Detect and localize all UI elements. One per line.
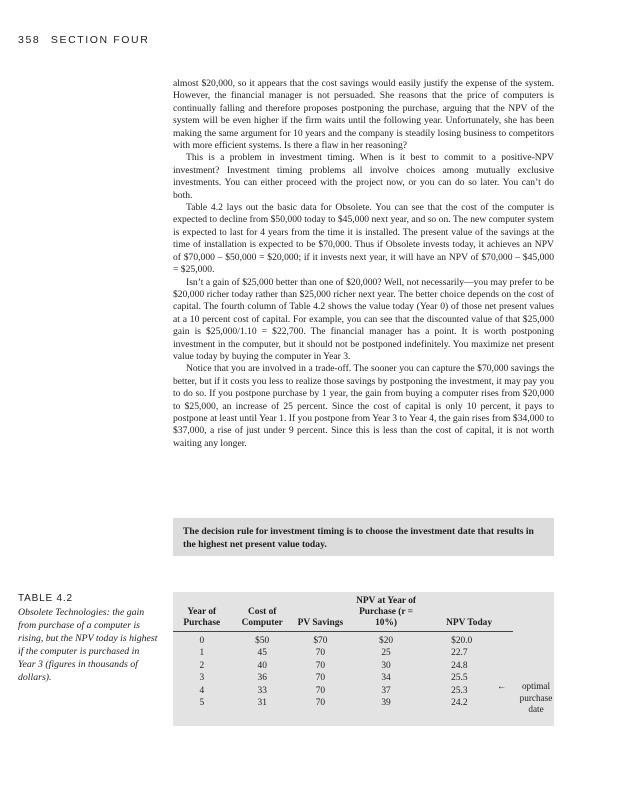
table-cell: 70	[315, 648, 326, 659]
table-cell: 45	[257, 648, 267, 659]
table-cell: 24.2	[451, 698, 468, 709]
column-header: NPV Today	[425, 596, 513, 632]
table-cell: $20	[379, 636, 394, 646]
table-row	[173, 647, 513, 659]
page-header	[18, 34, 149, 46]
decision-rule-box: The decision rule for investment timing is to choose the investment date that results in the highest net present value today.	[173, 518, 554, 556]
table-header-row	[173, 596, 513, 632]
section-title: SECTION FOUR	[50, 34, 150, 46]
table-cell: 0	[199, 636, 205, 646]
table-cell: $20.0	[451, 636, 473, 646]
paragraph: almost $20,000, so it appears that the cost savings would easily justify the expense of the system. However, the financial manager is not persuaded. She reasons that the price of computers is continually falling and therefore proposes postponing the purchase, arguing that the NPV of the system will be even higher if the firm waits until the following year. Unfortunately, she has been making the same argument for 10 years and the company is steadily losing business to competitors with more efficient systems. Is there a flaw in her reasoning?	[173, 78, 554, 152]
column-header: PV Savings	[294, 596, 347, 632]
table-cell: 25.5	[451, 673, 468, 684]
table-cell: 70	[315, 673, 326, 684]
paragraph: Notice that you are involved in a trade-off. The sooner you can capture the $70,000 savings the better, but if it costs you less to realize those savings by postponing the investment, it may pay you to do so. If you postpone purchase by 1 year, the gain from buying a computer rises from $20,000 to $25,000, an increase of 25 percent. Since the cost of capital is only 10 percent, it pays to postpone at least until Year 1. If you postpone from Year 3 to Year 4, the gain rises from $34,000 to $37,000, a rise of just under 9 percent. Since this is less than the cost of capital, it is not worth waiting any longer.	[173, 363, 554, 449]
table-label: TABLE 4.2	[18, 593, 73, 604]
table-cell: 34	[381, 673, 391, 684]
table-cell: 22.7	[451, 648, 468, 659]
table-cell: 3	[199, 673, 205, 684]
table-cell: 70	[315, 685, 326, 696]
annotation-line: date	[528, 704, 544, 714]
annotation-line: optimal	[521, 681, 551, 691]
table-cell: 33	[257, 685, 267, 696]
paragraph: Isn’t a gain of $25,000 better than one of $20,000? Well, not necessarily—you may prefer to be $20,000 richer today rather than $25,000 richer next year. The better choice depends on the cost of capital. The fourth column of Table 4.2 shows the value today (Year 0) of those net present values at a 10 percent cost of capital. For example, you can see that the discounted value of that $25,000 gain is $25,000/1.10 = $22,700. The financial manager has a point. It is worth postponing investment in the computer, but it should not be postponed indefinitely. You maximize net present value today by buying the computer in Year 3.	[173, 276, 554, 362]
table-cell: 40	[257, 660, 267, 671]
page-number: 358	[18, 34, 41, 46]
table-cell: 70	[315, 660, 326, 671]
table-cell: 31	[257, 698, 267, 709]
table-cell: $50	[255, 636, 270, 646]
npv-table	[173, 596, 513, 709]
column-header: Cost of Computer	[231, 596, 294, 632]
paragraph: Table 4.2 lays out the basic data for Obsolete. You can see that the cost of the computer is expected to decline from $50,000 today to $45,000 next year, and so on. The new computer system is expected to last for 4 years from the time it is installed. The present value of the savings at the time of installation is expected to be $70,000. Thus if Obsolete invests today, it achieves an NPV of $70,000 – $50,000 = $20,000; if it invests next year, it will have an NPV of $70,000 – $45,000 = $25,000.	[173, 202, 554, 276]
column-header: Year of Purchase	[173, 596, 231, 632]
table-cell: 5	[199, 698, 205, 709]
paragraph: This is a problem in investment timing. When is it best to commit to a positive-NPV investment? Investment timing problems all involve choices among mutually exclusive investments. You can either proceed with the project now, or you can do so later. You can’t do both.	[173, 152, 554, 201]
table-cell: 36	[257, 673, 267, 684]
column-header: NPV at Year of Purchase (r = 10%)	[347, 596, 425, 632]
table-row	[173, 632, 513, 648]
table-cell: 25.3	[451, 685, 468, 696]
annotation-line: purchase	[519, 692, 553, 703]
table-cell: 70	[315, 698, 326, 709]
table-row	[173, 660, 513, 672]
table-caption: Obsolete Technologies: the gain from purchase of a computer is rising, but the NPV today is highest if the computer is purchased in Year 3 (figures in thousands of dollars).	[18, 607, 158, 683]
table-cell: 39	[381, 698, 391, 709]
left-arrow-icon: ←	[497, 681, 507, 691]
table-cell: 2	[199, 660, 205, 671]
table-cell: 30	[381, 660, 391, 671]
table-cell: 4	[199, 685, 205, 696]
table-cell: 25	[381, 648, 391, 659]
table-row	[173, 685, 513, 697]
table-row	[173, 697, 513, 709]
table-cell: $70	[313, 636, 328, 646]
table-cell: 1	[199, 648, 205, 659]
table-row	[173, 672, 513, 684]
table-cell: 24.8	[451, 660, 468, 671]
body-text	[173, 78, 554, 450]
table-cell: 37	[381, 685, 391, 696]
